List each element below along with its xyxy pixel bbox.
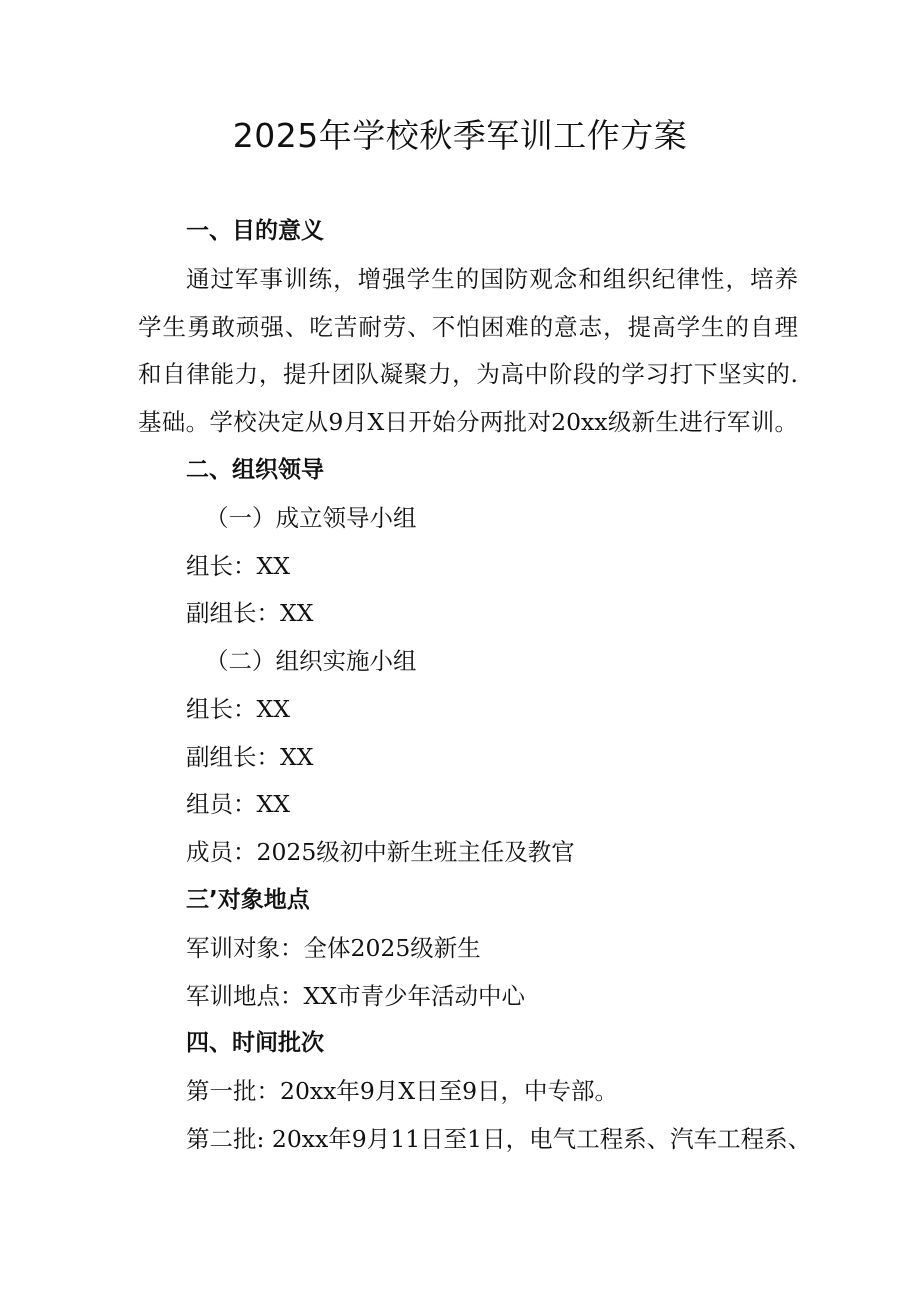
paragraph-line: 通过军事训练，增强学生的国防观念和组织纪律性，培养	[186, 265, 798, 293]
list-item: 组长：XX	[186, 552, 290, 580]
section-heading-organization: 二、组织领导	[186, 457, 324, 483]
section-heading-purpose: 一、目的意义	[186, 218, 324, 244]
list-item: 第一批：20xx年9月X日至9日，中专部。	[186, 1077, 619, 1105]
list-item: 成员：2025级初中新生班主任及教官	[186, 838, 575, 866]
list-item: 军训地点：XX市青少年活动中心	[186, 982, 525, 1010]
list-item: 组长：XX	[186, 695, 290, 723]
list-item: 副组长：XX	[186, 599, 314, 627]
list-item: 第二批: 20xx年9月11日至1日，电气工程系、汽车工程系、	[186, 1125, 812, 1153]
paragraph-line: 和自律能力，提升团队凝聚力，为高中阶段的学习打下坚实的.	[138, 360, 798, 388]
document-title: 2025年学校秋季军训工作方案	[232, 116, 688, 155]
list-item: 副组长：XX	[186, 743, 314, 771]
section-heading-schedule: 四、时间批次	[186, 1030, 324, 1056]
section-heading-target-location: 三’对象地点	[186, 887, 310, 913]
paragraph-line: 基础。学校决定从9月X日开始分两批对20xx级新生进行军训。	[138, 408, 798, 436]
list-item: 军训对象：全体2025级新生	[186, 934, 481, 962]
paragraph-line: 学生勇敢顽强、吃苦耐劳、不怕困难的意志，提高学生的自理	[138, 313, 798, 341]
subsection-heading: （一）成立领导小组	[205, 504, 417, 532]
subsection-heading: （二）组织实施小组	[205, 647, 417, 675]
list-item: 组员：XX	[186, 790, 290, 818]
